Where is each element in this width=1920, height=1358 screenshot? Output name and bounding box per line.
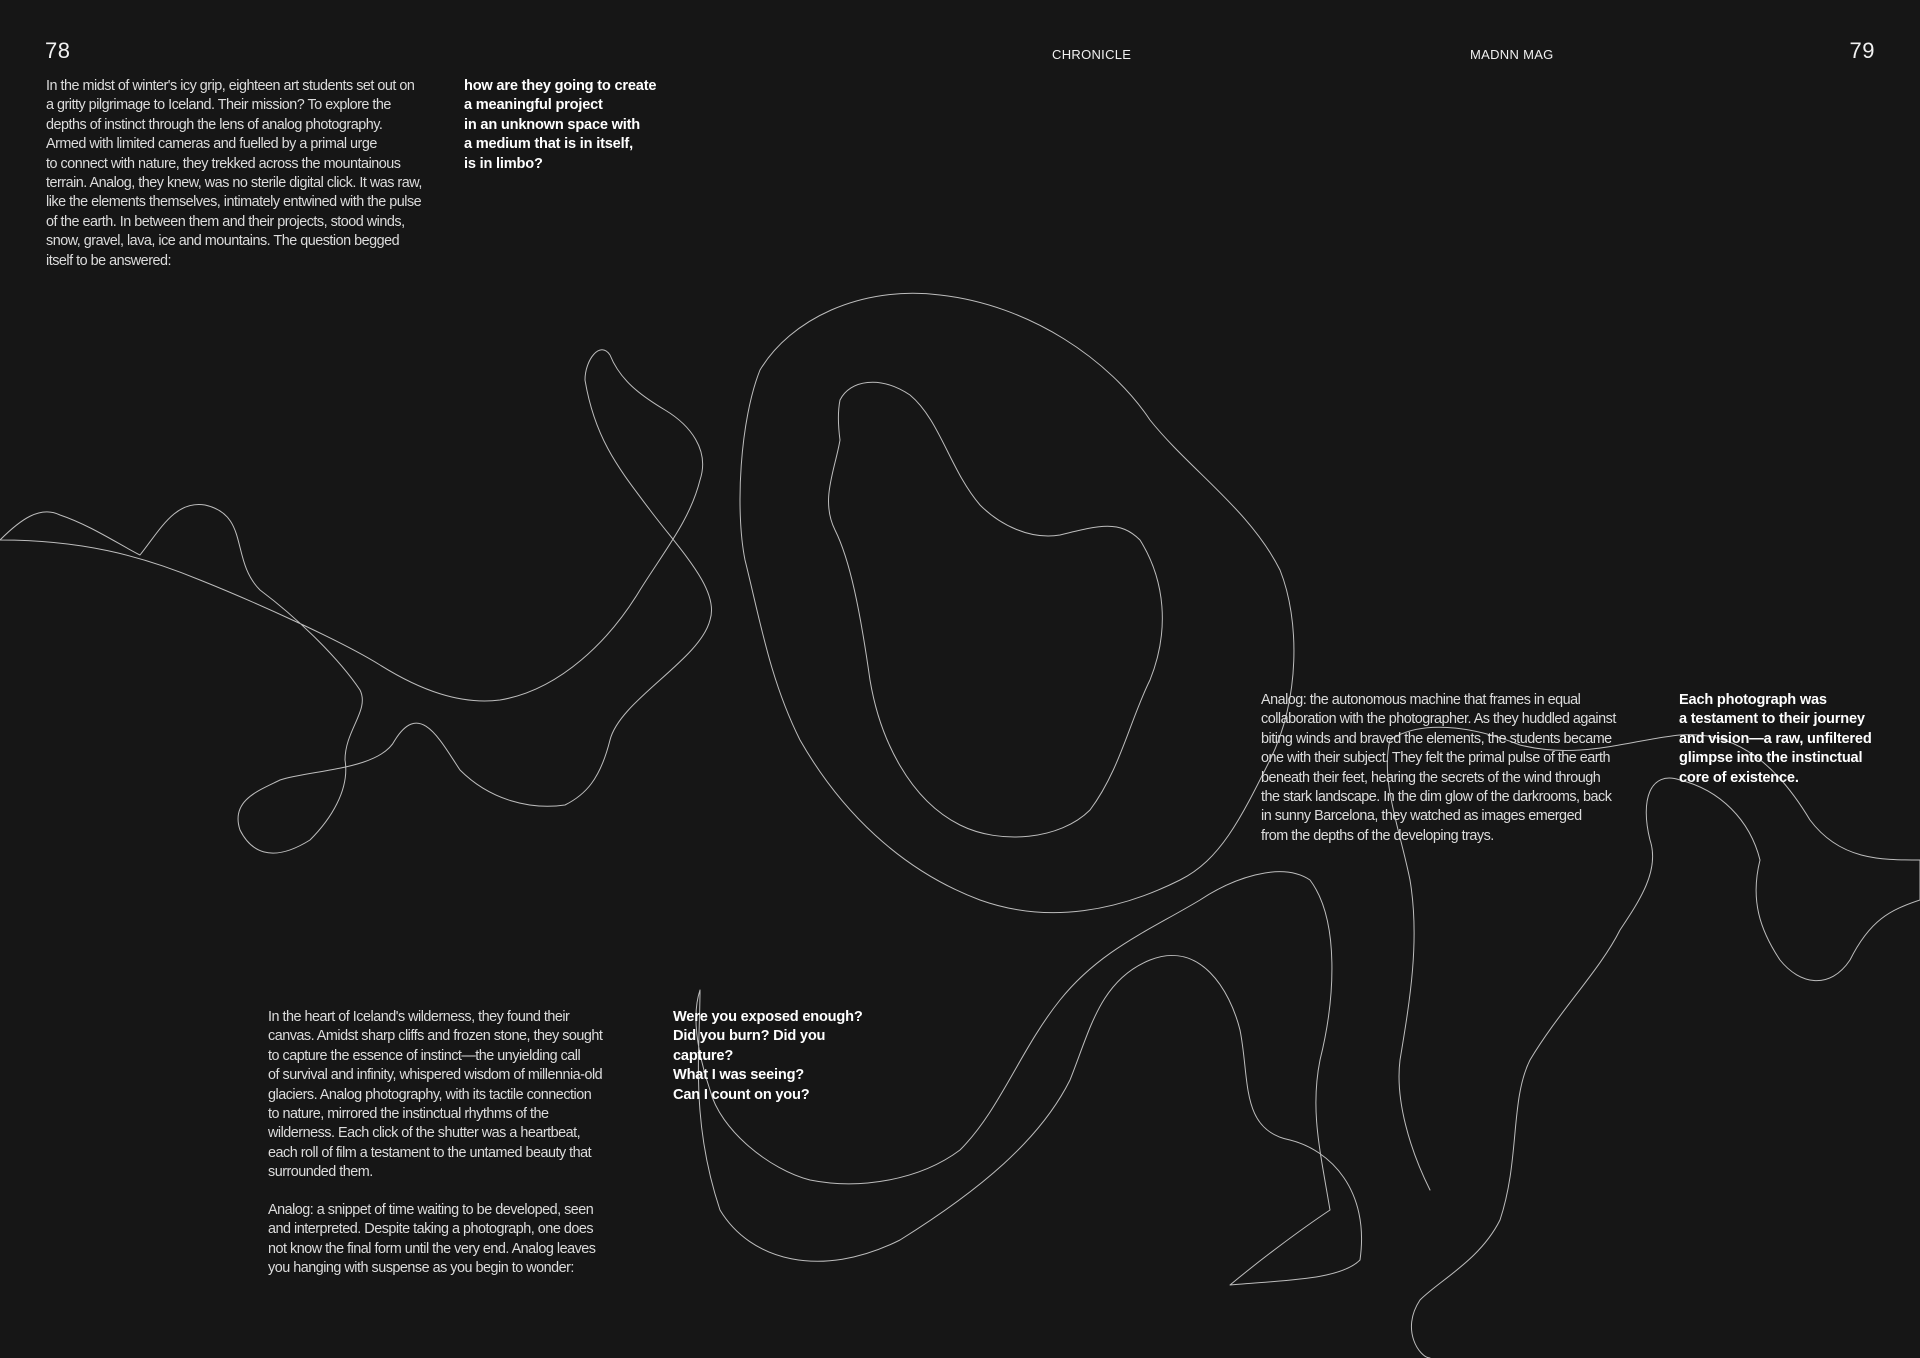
page-number-left: 78 (45, 38, 71, 63)
magazine-name: MADNN MAG (1470, 47, 1554, 62)
intro-paragraph: In the midst of winter's icy grip, eighteen art students set out on a gritty pilgrimage to Iceland. Their mission? To explore the depths of instinct through the lens of analog photography. Armed with limited cameras and fuelled by a primal urge to connect with nature, they trekked across the mountainous terrain. Analog, they knew, was no sterile digital click. It was raw, like the elements themselves, intimately entwined with the pulse of the earth. In between them and their projects, stood winds, snow, gravel, lava, ice and mountains. The question begged itself to be answered: (46, 78, 422, 269)
wilderness-paragraph: In the heart of Iceland's wilderness, they found their canvas. Amidst sharp cliffs and frozen stone, they sought to capture the essence of instinct—the unyielding call of survival and infinity, whispered wisdom of millennia-old glaciers. Analog photography, with its tactile connection to nature, mirrored the instinctual rhythms of the wilderness. Each click of the shutter was a heartbeat, each roll of film a testament to the untamed beauty that surrounded them. (268, 1009, 603, 1181)
contour-center-inner-ring (829, 382, 1163, 837)
pull-quote-limbo: how are they going to create a meaningful project in an unknown space with a medium that is in itself, is in limbo? (464, 78, 657, 172)
pull-quote-each-photograph: Each photograph was a testament to their journey and vision—a raw, unfiltered glimpse into the instinctual core of existence. (1679, 692, 1872, 786)
contour-left-branch (0, 350, 712, 853)
analog-machine-paragraph: Analog: the autonomous machine that frames in equal collaboration with the photographer. As they huddled against biting winds and braved the elements, the students became one with their subject. They felt the primal pulse of the earth beneath their feet, hearing the secrets of the wind through the stark landscape. In the dim glow of the darkrooms, back in sunny Barcelona, they watched as images emerged from the depths of the developing trays. (1261, 692, 1616, 844)
pull-quote-exposed: Were you exposed enough? Did you burn? Did you capture? What I was seeing? Can I count on you? (673, 1009, 863, 1103)
snippet-paragraph: Analog: a snippet of time waiting to be developed, seen and interpreted. Despite taking a photograph, one does not know the final form until the very end. Analog leaves you hanging with suspense as you begin to wonder: (268, 1202, 596, 1277)
page-number-right: 79 (1849, 38, 1875, 63)
contour-center-outer-ring (740, 293, 1294, 912)
section-label: CHRONICLE (1052, 47, 1132, 62)
